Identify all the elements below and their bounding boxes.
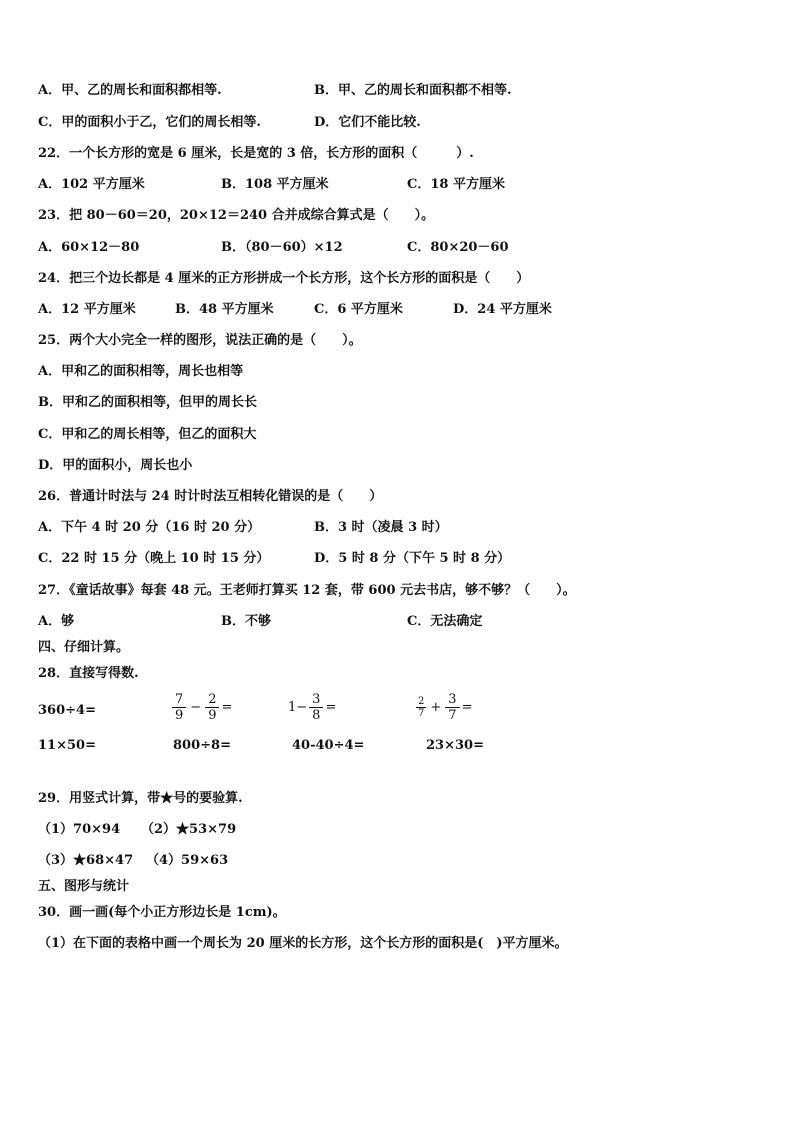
q23-option-a: A．60×12－80 bbox=[38, 240, 140, 255]
q30-part-1: （1）在下面的表格中画一个周长为 20 厘米的长方形，这个长方形的面积是( )平方厘米。 bbox=[38, 936, 568, 951]
calc-360-div-4: 360÷4= bbox=[38, 703, 96, 718]
q25-option-c: C．甲和乙的周长相等，但乙的面积大 bbox=[38, 427, 257, 442]
calc-one-minus-fraction: 1− $\frac{3}{8}$ = bbox=[288, 692, 337, 723]
q26-option-c: C．22 时 15 分（晚上 10 时 15 分） bbox=[38, 551, 270, 566]
option-a: A．甲、乙的周长和面积都相等. bbox=[38, 83, 222, 98]
q22-option-c: C．18 平方厘米 bbox=[407, 177, 505, 192]
q23-option-b: B．（80－60）×12 bbox=[221, 240, 343, 255]
calc-11-times-50: 11×50= bbox=[38, 738, 96, 753]
q29-part-2: （2）★53×79 bbox=[141, 822, 237, 837]
q26-option-a: A．下午 4 时 20 分（16 时 20 分） bbox=[38, 520, 261, 535]
calc-40-minus-40-div-4: 40-40÷4= bbox=[292, 738, 365, 753]
q25-option-d: D．甲的面积小，周长也小 bbox=[38, 458, 193, 473]
q24-option-d: D．24 平方厘米 bbox=[453, 302, 552, 317]
q29-part-1: （1）70×94 bbox=[38, 822, 121, 837]
q29-part-3: （3）★68×47 bbox=[38, 853, 134, 868]
q27-option-a: A．够 bbox=[38, 614, 75, 629]
q22-option-a: A．102 平方厘米 bbox=[38, 177, 145, 192]
question-27-stem: 27．《童话故事》每套 48 元。王老师打算买 12 套，带 600 元去书店，够不够？（ ）。 bbox=[38, 583, 576, 598]
question-22-stem: 22．一个长方形的宽是 6 厘米，长是宽的 3 倍，长方形的面积（ ）. bbox=[38, 146, 474, 161]
q25-option-a: A．甲和乙的面积相等，周长也相等 bbox=[38, 364, 244, 379]
fraction-2-9: $\frac{2}{9}$ bbox=[205, 692, 219, 723]
section-4-heading: 四、仔细计算。 bbox=[38, 640, 130, 655]
q29-part-4: （4）59×63 bbox=[146, 853, 229, 868]
fraction-3-7: $\frac{3}{7}$ bbox=[445, 692, 459, 723]
q23-option-c: C．80×20－60 bbox=[407, 240, 509, 255]
question-30-stem: 30．画一画(每个小正方形边长是 1cm)。 bbox=[38, 905, 286, 920]
q26-option-b: B．3 时（凌晨 3 时） bbox=[314, 520, 448, 535]
q24-option-c: C．6 平方厘米 bbox=[314, 302, 403, 317]
fraction-3-8: $\frac{3}{8}$ bbox=[309, 692, 323, 723]
q27-option-c: C．无法确定 bbox=[407, 614, 483, 629]
question-26-stem: 26．普通计时法与 24 时计时法互相转化错误的是（ ） bbox=[38, 489, 383, 504]
q24-option-a: A．12 平方厘米 bbox=[38, 302, 136, 317]
question-24-stem: 24．把三个边长都是 4 厘米的正方形拼成一个长方形，这个长方形的面积是（ ） bbox=[38, 271, 530, 286]
option-d: D．它们不能比较. bbox=[314, 115, 421, 130]
section-5-heading: 五、图形与统计 bbox=[38, 879, 130, 894]
calc-fraction-subtract: 7 9 − $\frac{2}{9}$ = bbox=[170, 692, 232, 723]
question-25-stem: 25．两个大小完全一样的图形，说法正确的是（ ）。 bbox=[38, 333, 362, 348]
q24-option-b: B．48 平方厘米 bbox=[175, 302, 274, 317]
fraction-2-7: 2 7 bbox=[418, 696, 425, 719]
option-b: B．甲、乙的周长和面积都不相等. bbox=[314, 83, 512, 98]
fraction-7-9: 7 9 bbox=[172, 692, 186, 723]
q26-option-d: D．5 时 8 分（下午 5 时 8 分） bbox=[314, 551, 511, 566]
question-23-stem: 23．把 80－60＝20，20×12＝240 合并成综合算式是（ ）。 bbox=[38, 208, 435, 223]
calc-800-div-8: 800÷8= bbox=[173, 738, 231, 753]
question-29-stem: 29．用竖式计算，带★号的要验算. bbox=[38, 791, 243, 806]
q25-option-b: B．甲和乙的面积相等，但甲的周长长 bbox=[38, 395, 257, 410]
question-28-stem: 28．直接写得数. bbox=[38, 666, 139, 681]
q27-option-b: B．不够 bbox=[221, 614, 271, 629]
q22-option-b: B．108 平方厘米 bbox=[221, 177, 329, 192]
calc-23-times-30: 23×30= bbox=[426, 738, 484, 753]
option-c: C．甲的面积小于乙，它们的周长相等. bbox=[38, 115, 261, 130]
calc-fraction-add: 2 7 + $\frac{3}{7}$ = bbox=[418, 692, 473, 723]
